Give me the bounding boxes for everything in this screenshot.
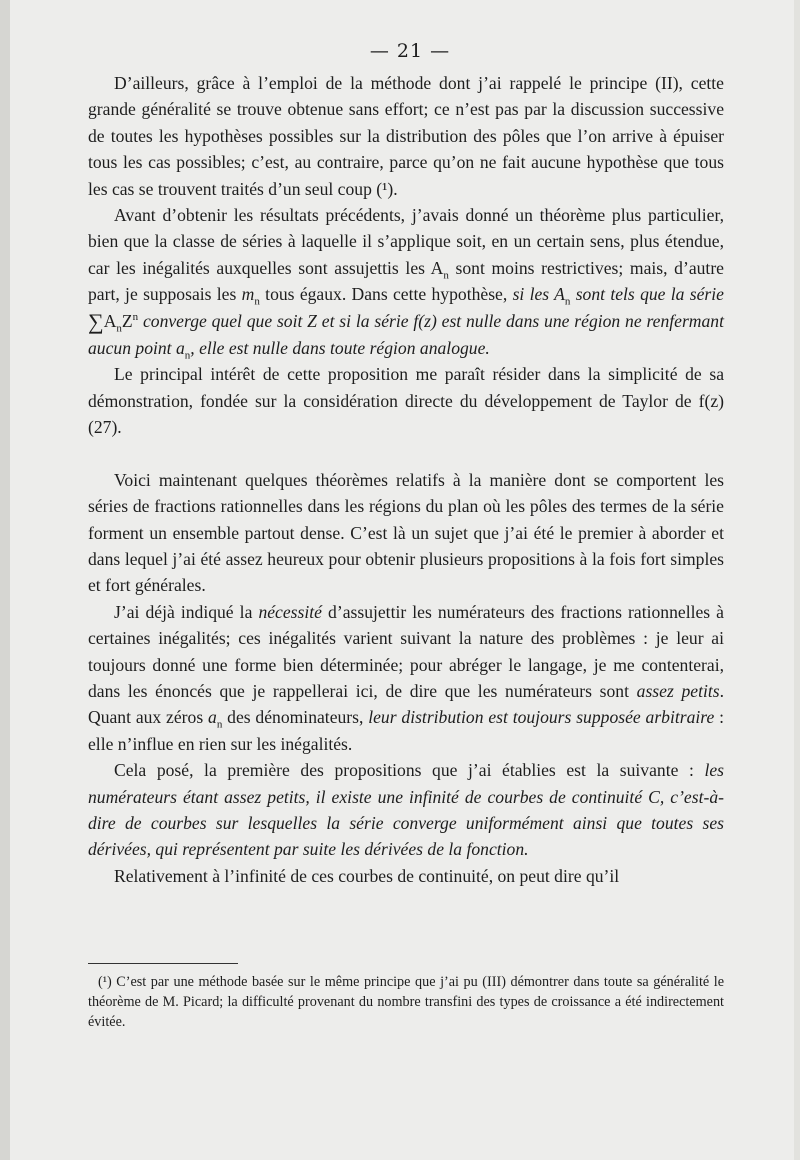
body-text (88, 70, 724, 889)
footnote-rule (88, 963, 238, 964)
paragraph-6: Cela posé, la première des propositions que j’ai établies est la suivante : les numérateurs étant assez petits, il existe une infinité de courbes de continuité C, c’est-à-dire de courbes sur lesquelles la série converge uniformément ainsi que toutes ses dérivées, qui représentent par suite les dérivées de la fonction. (88, 760, 724, 860)
page-edge-right (794, 0, 800, 1160)
page-number: — 21 — (369, 40, 451, 62)
page-edge-left (0, 0, 10, 1160)
summation-sign: ∑ (88, 308, 104, 334)
paragraph-3: Le principal intérêt de cette proposition me paraît résider dans la simplicité de sa démonstration, fondée sur la considération directe du développement de Taylor de f(z) (27). (88, 364, 724, 438)
paragraph-2: Avant d’obtenir les résultats précédents, j’avais donné un théorème plus particulier, bien que la classe de séries à laquelle il s’applique soit, en un certain sens, plus étendue, car les inégalités auxquelles sont assujettis les $A_n$ sont moins restrictives; mais, d’autre part, je supposais les $m_n$ tous égaux. Dans cette hypothèse, si les $A_n$ sont tels que la série $\sum A_nZ^n$ converge quel que soit Z et si la série f(z) est nulle dans une région ne renfermant aucun point $a_n$, elle est nulle dans toute région analogue. (88, 205, 724, 362)
footnote-text: (¹) C’est par une méthode basée sur le même principe que j’ai pu (III) démontrer dans toute sa généralité le théorème de M. Picard; la difficulté provenant du nombre transfini des types de croissance a été indirectement évitée. (88, 974, 724, 1030)
paragraph-1: D’ailleurs, grâce à l’emploi de la méthode dont j’ai rappelé le principe (II), cette grande généralité se trouve obtenue sans effort; ce n’est pas par la discussion successive de toutes les hypothèses possibles sur la distribution des pôles que l’on arrive à épuiser tous les cas possibles; c’est, au contraire, parce qu’on ne fait aucune hypothèse que tous les cas se trouvent traités d’un seul coup (¹). (88, 73, 724, 199)
paragraph-5: J’ai déjà indiqué la nécessité d’assujettir les numérateurs des fractions rationnelles à certaines inégalités; ces inégalités varient suivant la nature des problèmes : je leur ai toujours donné une forme bien déterminée; pour abréger le langage, je me contenterai, dans les énoncés que je rappellerai ici, de dire que les numérateurs sont assez petits. Quant aux zéros $a_n$ des dénominateurs, leur distribution est toujours supposée arbitraire : elle n’influe en rien sur les inégalités. (88, 601, 725, 754)
paragraph-7: Relativement à l’infinité de ces courbes de continuité, on peut dire qu’il (114, 865, 620, 886)
footnote (88, 972, 724, 1032)
paragraph-4: Voici maintenant quelques théorèmes relatifs à la manière dont se comportent les séries de fractions rationnelles dans les régions du plan où les pôles des termes de la série forment un ensemble partout dense. C’est là un sujet que j’ai été le premier à aborder et dans lequel j’ai été assez heureux pour obtenir plusieurs propositions à la fois fort simples et fort générales. (88, 469, 724, 596)
